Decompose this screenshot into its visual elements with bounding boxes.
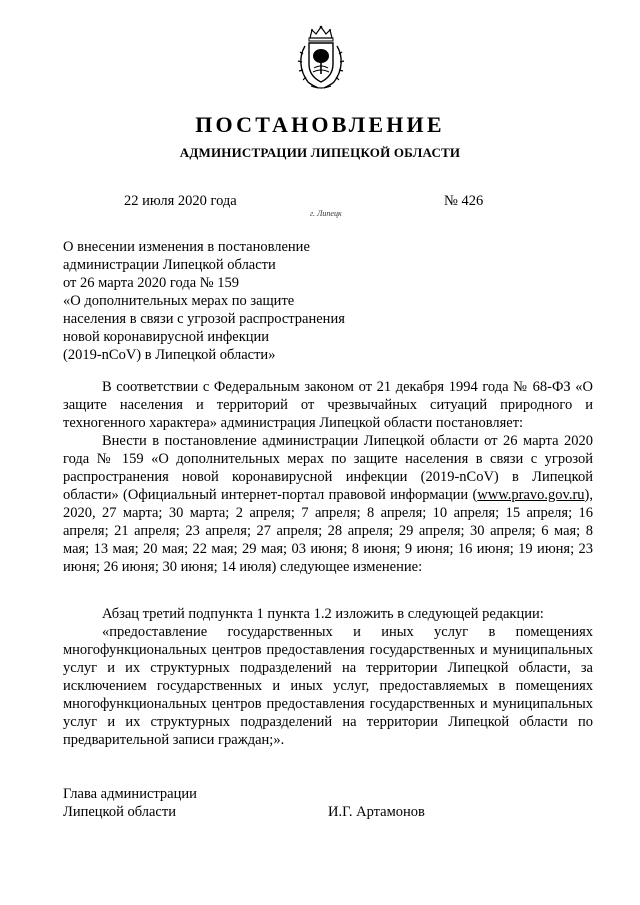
preamble-paragraph: В соответствии с Федеральным законом от 21 декабря 1994 года № 68-ФЗ «О защите населения и территорий от чрезвычайных ситуаций природного и техногенного характера» администрация Липецкой области постановляет:	[63, 379, 593, 431]
signatory-name: И.Г. Артамонов	[328, 804, 425, 820]
document-title: ПОСТАНОВЛЕНИЕ	[195, 112, 445, 137]
subject-line: (2019-nCoV) в Липецкой области»	[63, 347, 276, 363]
document-subject	[63, 238, 393, 364]
signatory-title-line1: Глава администрации	[63, 786, 197, 802]
subject-line: «О дополнительных мерах по защите	[63, 293, 295, 309]
subject-line: администрации Липецкой области	[63, 257, 276, 273]
subject-line: от 26 марта 2020 года № 159	[63, 275, 239, 291]
signatory-title-line2: Липецкой области	[63, 804, 176, 820]
document-number: № 426	[444, 193, 484, 209]
subject-line: населения в связи с угрозой распространения	[63, 311, 345, 327]
instruction-paragraph: Абзац третий подпункта 1 пункта 1.2 изложить в следующей редакции:	[102, 606, 544, 622]
new-wording-paragraph: «предоставление государственных и иных услуг в помещениях многофункциональных центров предоставления государственных и муниципальных услуг и их структурных подразделений на территории Липецкой области, за исключением государственных и иных услуг, предоставляемых в помещениях многофункциональных центров предоставления государственных и муниципальных услуг и их структурных подразделений на территории Липецкой области по предварительной записи граждан;».	[63, 624, 593, 748]
coat-of-arms-icon	[296, 24, 346, 90]
subject-line: О внесении изменения в постановление	[63, 239, 310, 255]
issuer-name: АДМИНИСТРАЦИИ ЛИПЕЦКОЙ ОБЛАСТИ	[179, 145, 461, 160]
amendment-text-start: Внести в постановление администрации Липецкой области от 26 марта 2020 года № 159 «О дополнительных мерах по защите населения в связи с угрозой распространения новой коронавирусной инфекции (2019-nCoV) в Липецкой области» (Официальный интернет-портал правовой информации (	[63, 433, 593, 503]
amendment-paragraph	[63, 432, 593, 576]
pravo-gov-link[interactable]: www.pravo.gov.ru	[477, 487, 585, 503]
amendment-text-end: ), 2020, 27 марта; 30 марта; 2 апреля; 7 апреля; 8 апреля; 10 апреля; 15 апреля; 16 апреля; 21 апреля; 23 апреля; 27 апреля; 28 апреля; 29 апреля; 30 апреля; 6 мая; 8 мая; 13 мая; 20 мая; 22 мая; 29 мая; 03 июня; 8 июня; 9 июня; 16 июня; 19 июня; 23 июня; 26 июня; 30 июня; 14 июля) следующее изменение:	[63, 487, 593, 575]
subject-line: новой коронавирусной инфекции	[63, 329, 270, 345]
document-city: г. Липецк	[310, 209, 342, 218]
document-date: 22 июля 2020 года	[124, 193, 237, 209]
